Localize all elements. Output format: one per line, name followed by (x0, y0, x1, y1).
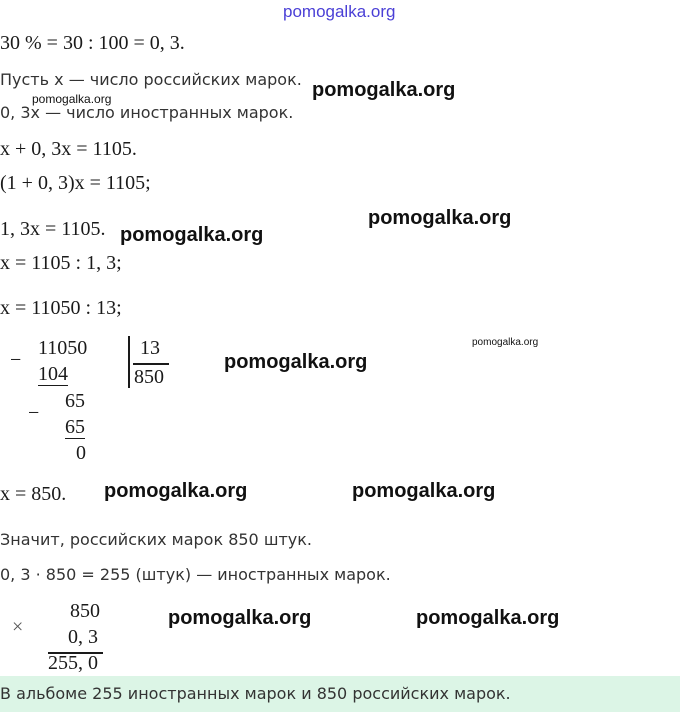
watermark-small-1: pomogalka.org (32, 92, 112, 106)
division-dividend: 11050 (38, 337, 88, 359)
watermark-2: pomogalka.org (368, 207, 512, 229)
division-subtrahend-1: 104 (38, 363, 68, 385)
line-equation-2: (1 + 0, 3)x = 1105; (0, 172, 151, 194)
line-equation-4: x = 1105 : 1, 3; (0, 252, 122, 274)
answer-text: В альбоме 255 иностранных марок и 850 российских марок. (0, 684, 511, 703)
line-foreign: 0, 3x — число иностранных марок. (0, 103, 294, 122)
line-percent: 30 % = 30 : 100 = 0, 3. (0, 32, 185, 54)
division-minus-1: − (10, 349, 22, 371)
watermark-8: pomogalka.org (416, 607, 560, 629)
division-minus-2: − (28, 402, 40, 424)
watermark-7: pomogalka.org (168, 607, 312, 629)
watermark-4: pomogalka.org (224, 351, 368, 373)
line-equation-5: x = 11050 : 13; (0, 297, 122, 319)
division-divisor: 13 (140, 337, 160, 359)
watermark-tiny: pomogalka.org (472, 337, 539, 348)
watermark-6: pomogalka.org (352, 480, 496, 502)
multiply-sign: × (12, 616, 24, 638)
division-bar-horizontal (133, 363, 169, 365)
division-quotient: 850 (134, 366, 164, 388)
division-subtrahend-2: 65 (65, 416, 85, 438)
watermark-5: pomogalka.org (104, 480, 248, 502)
division-remainder-2: 0 (76, 442, 86, 464)
multiply-top: 850 (70, 600, 100, 622)
line-let-x: Пусть x — число российских марок. (0, 70, 302, 89)
multiply-result: 255, 0 (48, 652, 98, 674)
line-equation-1: x + 0, 3x = 1105. (0, 138, 137, 160)
answer-highlight (0, 676, 680, 712)
division-remainder-1: 65 (65, 390, 85, 412)
watermark-1: pomogalka.org (312, 79, 456, 101)
line-foreign-calc: 0, 3 · 850 = 255 (штук) — иностранных марок. (0, 565, 391, 584)
line-result-x: x = 850. (0, 483, 67, 505)
watermark-3: pomogalka.org (120, 224, 264, 246)
line-russian-count: Значит, российских марок 850 штук. (0, 530, 312, 549)
line-equation-3: 1, 3x = 1105. (0, 218, 106, 240)
division-bar-vertical (128, 336, 130, 388)
watermark-top[interactable]: pomogalka.org (283, 2, 396, 21)
multiply-factor: 0, 3 (68, 626, 98, 648)
